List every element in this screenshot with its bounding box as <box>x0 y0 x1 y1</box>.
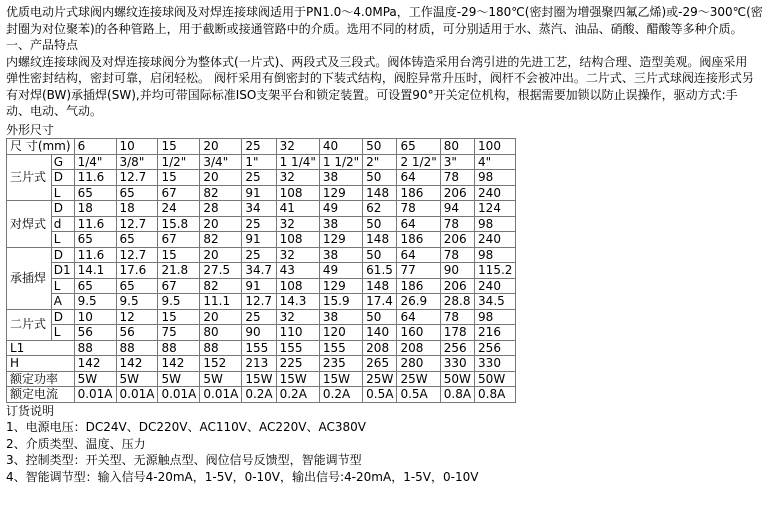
value-cell: 9.5 <box>158 294 200 310</box>
row-key-cell: L <box>51 185 74 201</box>
value-cell: 26.9 <box>397 294 440 310</box>
value-cell: 64 <box>397 247 440 263</box>
value-cell: 50W <box>475 371 516 387</box>
value-cell: 108 <box>276 185 319 201</box>
value-cell: 64 <box>397 170 440 186</box>
size-cell: 20 <box>200 139 242 155</box>
value-cell: 12.7 <box>116 216 158 232</box>
value-cell: 148 <box>363 185 397 201</box>
value-cell: 208 <box>397 340 440 356</box>
row-label-cell: L1 <box>7 340 75 356</box>
value-cell: 0.5A <box>397 387 440 403</box>
table-row <box>7 387 516 403</box>
value-cell: 88 <box>158 340 200 356</box>
value-cell: 25 <box>242 170 276 186</box>
value-cell: 208 <box>363 340 397 356</box>
order-section <box>6 403 766 486</box>
value-cell: 186 <box>397 185 440 201</box>
row-label-cell: 额定功率 <box>7 371 75 387</box>
value-cell: 38 <box>319 216 362 232</box>
value-cell: 49 <box>319 263 362 279</box>
value-cell: 155 <box>276 340 319 356</box>
size-cell: 80 <box>440 139 474 155</box>
value-cell: 0.2A <box>319 387 362 403</box>
value-cell: 9.5 <box>116 294 158 310</box>
value-cell: 129 <box>319 278 362 294</box>
row-key-cell: L <box>51 325 74 341</box>
value-cell: 5W <box>116 371 158 387</box>
value-cell: 65 <box>74 232 116 248</box>
value-cell: 41 <box>276 201 319 217</box>
value-cell: 62 <box>363 201 397 217</box>
value-cell: 178 <box>440 325 474 341</box>
value-cell: 49 <box>319 201 362 217</box>
value-cell: 64 <box>397 216 440 232</box>
value-cell: 90 <box>242 325 276 341</box>
value-cell: 50 <box>363 216 397 232</box>
value-cell: 265 <box>363 356 397 372</box>
size-cell: 65 <box>397 139 440 155</box>
value-cell: 110 <box>276 325 319 341</box>
value-cell: 25 <box>242 247 276 263</box>
value-cell: 24 <box>158 201 200 217</box>
value-cell: 1/2" <box>158 154 200 170</box>
value-cell: 256 <box>440 340 474 356</box>
value-cell: 98 <box>475 170 516 186</box>
value-cell: 120 <box>319 325 362 341</box>
value-cell: 0.8A <box>440 387 474 403</box>
value-cell: 82 <box>200 278 242 294</box>
value-cell: 108 <box>276 232 319 248</box>
row-key-cell: G <box>51 154 74 170</box>
value-cell: 75 <box>158 325 200 341</box>
value-cell: 11.1 <box>200 294 242 310</box>
value-cell: 64 <box>397 309 440 325</box>
value-cell: 2" <box>363 154 397 170</box>
value-cell: 0.01A <box>74 387 116 403</box>
features-heading: 一、产品特点 <box>6 38 79 52</box>
value-cell: 25 <box>242 216 276 232</box>
value-cell: 206 <box>440 185 474 201</box>
value-cell: 32 <box>276 309 319 325</box>
value-cell: 32 <box>276 247 319 263</box>
size-cell: 50 <box>363 139 397 155</box>
size-cell: 10 <box>116 139 158 155</box>
size-header-cell: 尺 寸(mm) <box>7 139 75 155</box>
value-cell: 15W <box>276 371 319 387</box>
value-cell: 98 <box>475 216 516 232</box>
value-cell: 18 <box>74 201 116 217</box>
row-key-cell: D <box>51 309 74 325</box>
value-cell: 38 <box>319 170 362 186</box>
value-cell: 5W <box>200 371 242 387</box>
value-cell: 9.5 <box>74 294 116 310</box>
table-row <box>7 247 516 263</box>
value-cell: 12.7 <box>116 170 158 186</box>
value-cell: 12.7 <box>116 247 158 263</box>
value-cell: 82 <box>200 185 242 201</box>
value-cell: 206 <box>440 232 474 248</box>
value-cell: 15W <box>319 371 362 387</box>
value-cell: 65 <box>116 185 158 201</box>
value-cell: 235 <box>319 356 362 372</box>
size-cell: 15 <box>158 139 200 155</box>
value-cell: 0.01A <box>116 387 158 403</box>
value-cell: 15 <box>158 309 200 325</box>
value-cell: 213 <box>242 356 276 372</box>
order-item: 3、控制类型：开关型、无源触点型、阀位信号反馈型，智能调节型 <box>6 453 362 467</box>
value-cell: 18 <box>116 201 158 217</box>
size-cell: 100 <box>475 139 516 155</box>
value-cell: 91 <box>242 185 276 201</box>
table-row <box>7 170 516 186</box>
value-cell: 142 <box>74 356 116 372</box>
order-heading: 订货说明 <box>6 403 55 418</box>
features-line: 动、电动、气动。 <box>6 104 103 118</box>
value-cell: 56 <box>74 325 116 341</box>
group-label-cell: 承插焊 <box>7 247 52 309</box>
value-cell: 28.8 <box>440 294 474 310</box>
value-cell: 20 <box>200 247 242 263</box>
value-cell: 91 <box>242 278 276 294</box>
intro-line: 封圈为对位聚苯)的各种管路上，用于截断或接通管路中的介质。选用不同的材质，可分别适用于水、蒸汽、油品、硝酸、醋酸等多种介质。 <box>6 21 743 36</box>
value-cell: 160 <box>397 325 440 341</box>
value-cell: 56 <box>116 325 158 341</box>
value-cell: 186 <box>397 278 440 294</box>
table-row <box>7 278 516 294</box>
value-cell: 14.1 <box>74 263 116 279</box>
value-cell: 17.6 <box>116 263 158 279</box>
row-label-cell: 额定电流 <box>7 387 75 403</box>
value-cell: 20 <box>200 170 242 186</box>
row-key-cell: D <box>51 247 74 263</box>
value-cell: 2 1/2" <box>397 154 440 170</box>
intro-paragraph <box>6 4 766 37</box>
row-key-cell: d <box>51 216 74 232</box>
value-cell: 27.5 <box>200 263 242 279</box>
table-row <box>7 216 516 232</box>
value-cell: 330 <box>475 356 516 372</box>
value-cell: 15 <box>158 170 200 186</box>
value-cell: 88 <box>74 340 116 356</box>
table-row <box>7 263 516 279</box>
dimensions-table <box>6 138 516 403</box>
table-row <box>7 201 516 217</box>
value-cell: 1" <box>242 154 276 170</box>
value-cell: 34 <box>242 201 276 217</box>
row-key-cell: D <box>51 170 74 186</box>
value-cell: 108 <box>276 278 319 294</box>
value-cell: 67 <box>158 232 200 248</box>
value-cell: 3/8" <box>116 154 158 170</box>
value-cell: 1 1/2" <box>319 154 362 170</box>
value-cell: 330 <box>440 356 474 372</box>
table-row <box>7 309 516 325</box>
value-cell: 142 <box>158 356 200 372</box>
value-cell: 155 <box>319 340 362 356</box>
value-cell: 152 <box>200 356 242 372</box>
order-item: 4、智能调节型：输入信号4-20mA，1-5V，0-10V，输出信号:4-20mA，1-5V，0-10V <box>6 469 479 484</box>
value-cell: 0.01A <box>158 387 200 403</box>
value-cell: 186 <box>397 232 440 248</box>
row-key-cell: D1 <box>51 263 74 279</box>
value-cell: 15W <box>242 371 276 387</box>
group-label-cell: 二片式 <box>7 309 52 340</box>
intro-line: 优质电动片式球阀内螺纹连接球阀及对焊连接球阀适用于PN1.0～4.0MPa，工作温度-29～180℃(密封圈为增强聚四氟乙烯)或-29～300℃(密 <box>6 5 763 19</box>
value-cell: 67 <box>158 278 200 294</box>
value-cell: 88 <box>116 340 158 356</box>
value-cell: 129 <box>319 232 362 248</box>
value-cell: 240 <box>475 185 516 201</box>
features-line: 有对焊(BW)承插焊(SW),并均可带国际标准ISO支架平台和锁定装置。可设置90°开关定位机构，根据需要加锁以防止误操作，驱动方式:手 <box>6 87 738 102</box>
value-cell: 91 <box>242 232 276 248</box>
table-row <box>7 139 516 155</box>
value-cell: 5W <box>158 371 200 387</box>
dims-heading: 外形尺寸 <box>6 122 55 137</box>
value-cell: 77 <box>397 263 440 279</box>
group-label-cell: 对焊式 <box>7 201 52 248</box>
table-row <box>7 340 516 356</box>
row-key-cell: D <box>51 201 74 217</box>
value-cell: 65 <box>74 278 116 294</box>
value-cell: 50W <box>440 371 474 387</box>
table-row <box>7 154 516 170</box>
value-cell: 15.9 <box>319 294 362 310</box>
size-cell: 25 <box>242 139 276 155</box>
table-row <box>7 325 516 341</box>
features-line: 弹性密封结构，密封可靠，启闭轻松。 阀杆采用有倒密封的下装式结构，阀腔异常升压时，阀杆不会被冲出。二片式、三片式球阀连接形式另 <box>6 71 754 85</box>
value-cell: 256 <box>475 340 516 356</box>
value-cell: 0.2A <box>242 387 276 403</box>
group-label-cell: 三片式 <box>7 154 52 201</box>
table-row <box>7 356 516 372</box>
value-cell: 38 <box>319 309 362 325</box>
value-cell: 21.8 <box>158 263 200 279</box>
value-cell: 17.4 <box>363 294 397 310</box>
value-cell: 15.8 <box>158 216 200 232</box>
value-cell: 82 <box>200 232 242 248</box>
value-cell: 25W <box>363 371 397 387</box>
value-cell: 20 <box>200 309 242 325</box>
value-cell: 1 1/4" <box>276 154 319 170</box>
value-cell: 240 <box>475 278 516 294</box>
value-cell: 14.3 <box>276 294 319 310</box>
value-cell: 148 <box>363 278 397 294</box>
value-cell: 11.6 <box>74 170 116 186</box>
value-cell: 115.2 <box>475 263 516 279</box>
size-cell: 40 <box>319 139 362 155</box>
value-cell: 225 <box>276 356 319 372</box>
value-cell: 0.01A <box>200 387 242 403</box>
value-cell: 67 <box>158 185 200 201</box>
value-cell: 129 <box>319 185 362 201</box>
value-cell: 34.7 <box>242 263 276 279</box>
value-cell: 88 <box>200 340 242 356</box>
value-cell: 61.5 <box>363 263 397 279</box>
size-cell: 32 <box>276 139 319 155</box>
value-cell: 11.6 <box>74 247 116 263</box>
value-cell: 65 <box>74 185 116 201</box>
table-row <box>7 371 516 387</box>
value-cell: 15 <box>158 247 200 263</box>
value-cell: 140 <box>363 325 397 341</box>
value-cell: 78 <box>440 216 474 232</box>
value-cell: 124 <box>475 201 516 217</box>
value-cell: 80 <box>200 325 242 341</box>
value-cell: 142 <box>116 356 158 372</box>
value-cell: 1/4" <box>74 154 116 170</box>
value-cell: 25W <box>397 371 440 387</box>
value-cell: 78 <box>440 247 474 263</box>
value-cell: 0.2A <box>276 387 319 403</box>
row-key-cell: A <box>51 294 74 310</box>
value-cell: 90 <box>440 263 474 279</box>
value-cell: 20 <box>200 216 242 232</box>
value-cell: 216 <box>475 325 516 341</box>
value-cell: 5W <box>74 371 116 387</box>
value-cell: 94 <box>440 201 474 217</box>
value-cell: 4" <box>475 154 516 170</box>
value-cell: 280 <box>397 356 440 372</box>
value-cell: 50 <box>363 170 397 186</box>
value-cell: 3/4" <box>200 154 242 170</box>
size-cell: 6 <box>74 139 116 155</box>
features-line: 内螺纹连接球阀及对焊连接球阀分为整体式(一片式)、两段式及三段式。阀体铸造采用台湾引进的先进工艺，结构合理、造型美观。阀座采用 <box>6 54 748 69</box>
value-cell: 10 <box>74 309 116 325</box>
row-key-cell: L <box>51 232 74 248</box>
order-item: 2、介质类型、温度、压力 <box>6 436 146 451</box>
value-cell: 78 <box>397 201 440 217</box>
value-cell: 148 <box>363 232 397 248</box>
value-cell: 98 <box>475 309 516 325</box>
table-row <box>7 185 516 201</box>
value-cell: 98 <box>475 247 516 263</box>
value-cell: 78 <box>440 309 474 325</box>
value-cell: 32 <box>276 216 319 232</box>
value-cell: 43 <box>276 263 319 279</box>
value-cell: 240 <box>475 232 516 248</box>
value-cell: 65 <box>116 278 158 294</box>
value-cell: 25 <box>242 309 276 325</box>
table-row <box>7 294 516 310</box>
table-row <box>7 232 516 248</box>
value-cell: 3" <box>440 154 474 170</box>
row-label-cell: H <box>7 356 75 372</box>
value-cell: 11.6 <box>74 216 116 232</box>
order-item: 1、电源电压：DC24V、DC220V、AC110V、AC220V、AC380V <box>6 420 366 434</box>
value-cell: 65 <box>116 232 158 248</box>
value-cell: 34.5 <box>475 294 516 310</box>
value-cell: 12 <box>116 309 158 325</box>
features-paragraph <box>6 54 766 120</box>
value-cell: 50 <box>363 309 397 325</box>
value-cell: 155 <box>242 340 276 356</box>
value-cell: 38 <box>319 247 362 263</box>
value-cell: 32 <box>276 170 319 186</box>
value-cell: 12.7 <box>242 294 276 310</box>
value-cell: 0.5A <box>363 387 397 403</box>
row-key-cell: L <box>51 278 74 294</box>
value-cell: 0.8A <box>475 387 516 403</box>
value-cell: 78 <box>440 170 474 186</box>
value-cell: 206 <box>440 278 474 294</box>
value-cell: 50 <box>363 247 397 263</box>
value-cell: 28 <box>200 201 242 217</box>
